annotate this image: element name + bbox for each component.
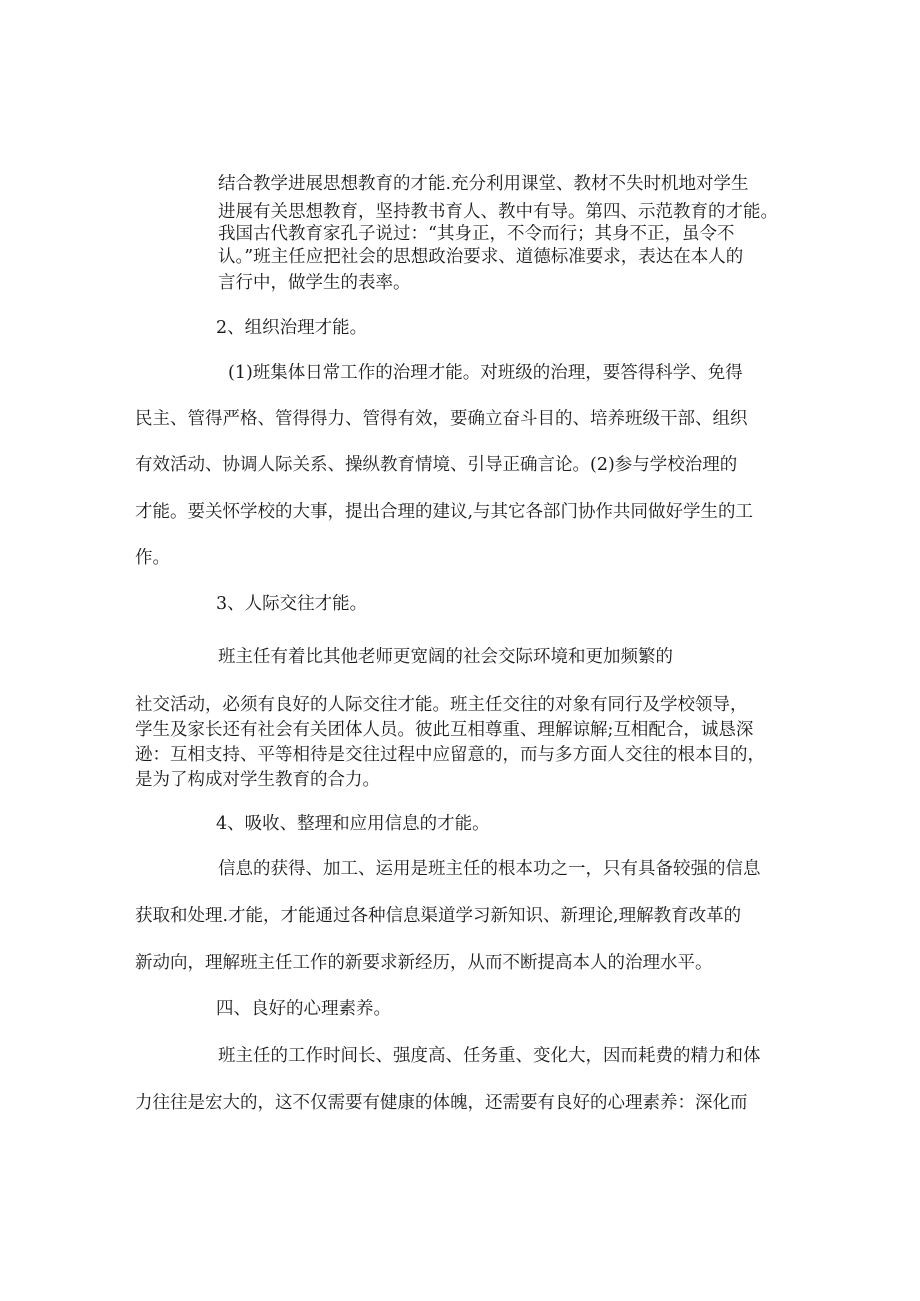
paragraph-line: 言行中，做学生的表率。 bbox=[218, 273, 411, 293]
paragraph-line: 认。”班主任应把社会的思想政治要求、道德标准要求，表达在本人的 bbox=[218, 247, 744, 267]
paragraph-line: 是为了构成对学生教育的合力。 bbox=[135, 770, 380, 790]
paragraph-line: 我国古代教育家孔子说过：“其身正，不令而行；其身不正，虽令不 bbox=[218, 224, 735, 244]
paragraph-line: 民主、管得严格、管得得力、管得有效，要确立奋斗目的、培养班级干部、组织 bbox=[135, 409, 748, 429]
section-heading: 2、组织治理才能。 bbox=[216, 318, 368, 338]
paragraph-line: 才能。要关怀学校的大事，提出合理的建议,与其它各部门协作共同做好学生的工 bbox=[135, 502, 754, 522]
paragraph-line: 结合教学进展思想教育的才能.充分利用课堂、教材不失时机地对学生 bbox=[218, 174, 749, 194]
paragraph-line: 学生及家长还有社会有关团体人员。彼此互相尊重、理解谅解;互相配合，诚恳深 bbox=[135, 720, 754, 740]
paragraph-line: 有效活动、协调人际关系、操纵教育情境、引导正确言论。(2)参与学校治理的 bbox=[135, 455, 738, 475]
paragraph-line: 班主任的工作时间长、强度高、任务重、变化大，因而耗费的精力和体 bbox=[218, 1046, 761, 1066]
section-heading: 3、人际交往才能。 bbox=[216, 594, 368, 614]
paragraph-line: 作。 bbox=[135, 548, 170, 568]
section-heading: 4、吸收、整理和应用信息的才能。 bbox=[216, 814, 490, 834]
section-heading: 四、良好的心理素养。 bbox=[216, 999, 391, 1019]
paragraph-line: (1)班集体日常工作的治理才能。对班级的治理，要答得科学、免得 bbox=[228, 363, 743, 383]
paragraph-line: 获取和处理.才能，才能通过各种信息渠道学习新知识、新理论,理解教育改革的 bbox=[135, 906, 742, 926]
paragraph-line: 进展有关思想教育，坚持教书育人、教中有导。第四、示范教育的才能。 bbox=[218, 202, 778, 222]
paragraph-line: 信息的获得、加工、运用是班主任的根本功之一，只有具备较强的信息 bbox=[218, 859, 761, 879]
paragraph-line: 新动向，理解班主任工作的新要求新经历，从而不断提高本人的治理水平。 bbox=[135, 953, 713, 973]
paragraph-line: 力往往是宏大的，这不仅需要有健康的体魄，还需要有良好的心理素养：深化而 bbox=[135, 1093, 748, 1113]
paragraph-line: 逊：互相支持、平等相待是交往过程中应留意的，而与多方面人交往的根本目的， bbox=[135, 745, 765, 765]
paragraph-line: 班主任有着比其他老师更宽阔的社会交际环境和更加频繁的 bbox=[218, 647, 673, 667]
paragraph-line: 社交活动，必须有良好的人际交往才能。班主任交往的对象有同行及学校领导， bbox=[135, 695, 748, 715]
